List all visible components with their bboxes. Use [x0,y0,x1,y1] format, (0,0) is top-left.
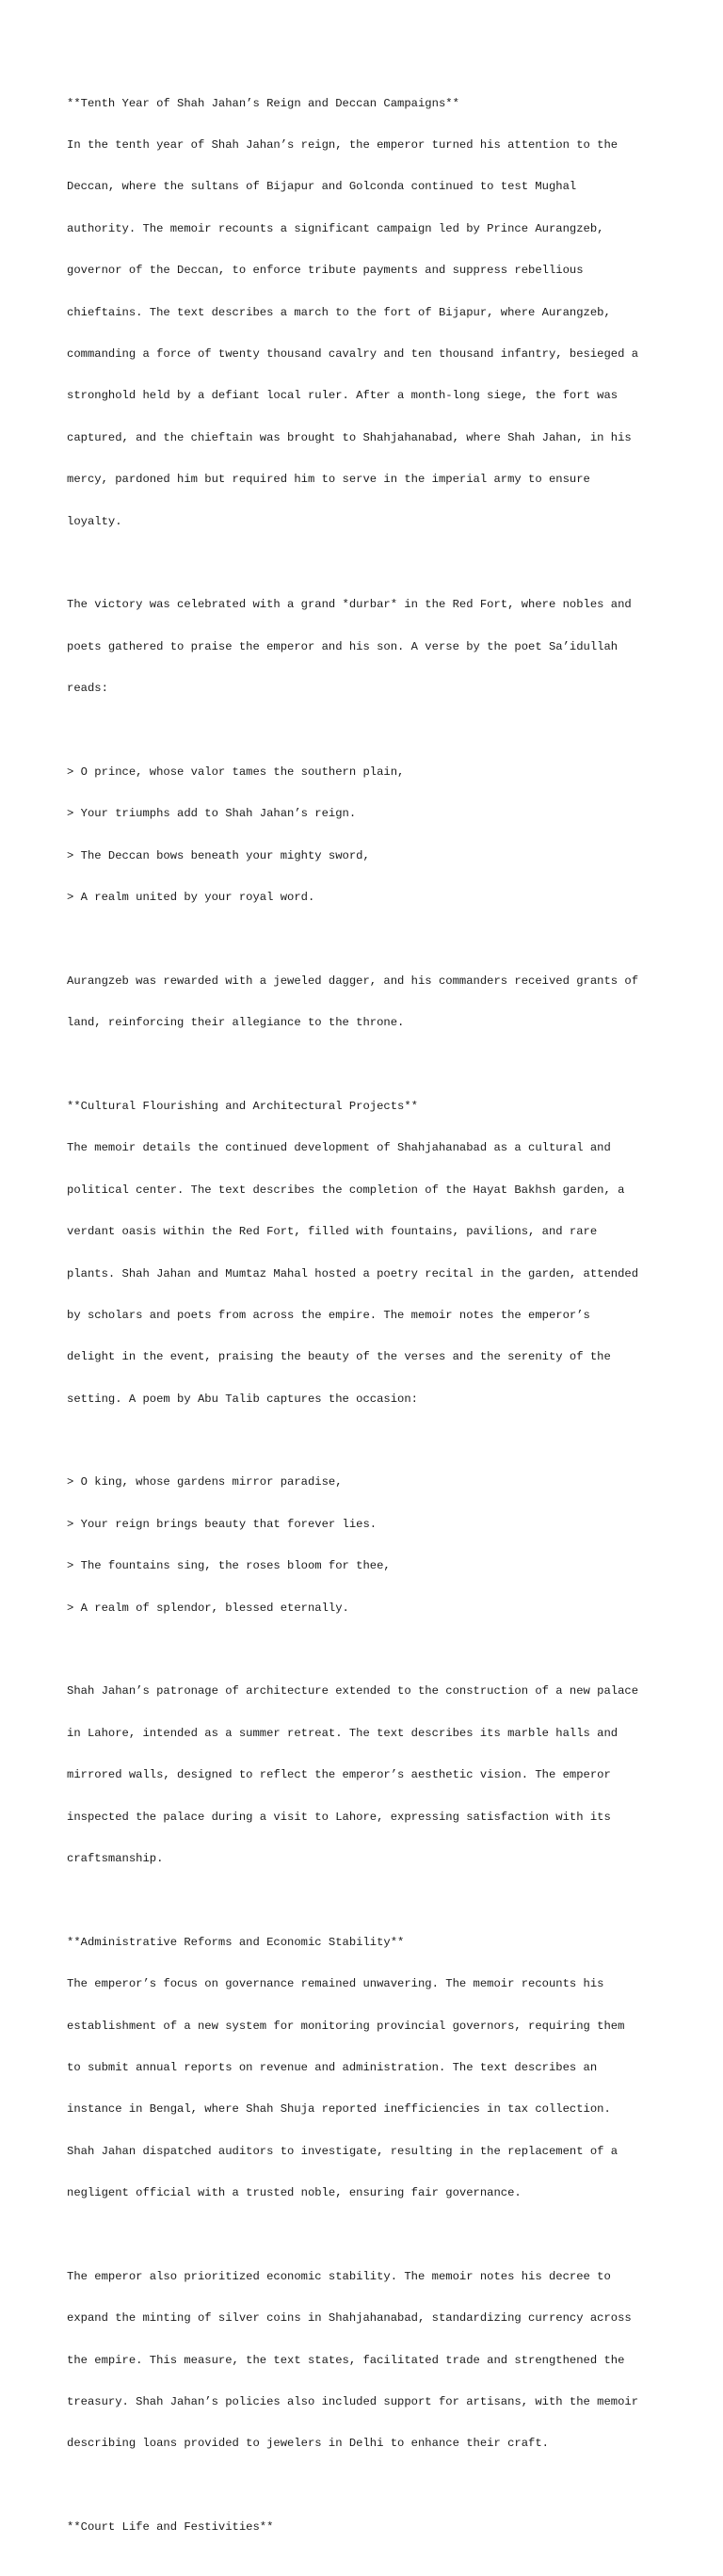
verse-abu-talib [67,1448,669,1643]
paragraph-line: The emperor’s focus on governance remained unwavering. The memoir recounts his [67,1977,604,1991]
paragraph-reward [67,946,669,1057]
section-heading: **Tenth Year of Shah Jahan’s Reign and Deccan Campaigns** [67,96,459,110]
paragraph-line: treasury. Shah Jahan’s policies also included support for artisans, with the memoir [67,2395,639,2409]
paragraph-line: inspected the palace during a visit to Lahore, expressing satisfaction with its [67,1810,611,1824]
paragraph-line: Aurangzeb was rewarded with a jeweled dagger, and his commanders received grants of [67,974,639,988]
verse-line: > A realm of splendor, blessed eternally. [67,1601,349,1615]
section-administrative [67,1908,669,2228]
paragraph-line: stronghold held by a defiant local ruler. After a month-long siege, the fort was [67,389,619,403]
section-cultural [67,1071,669,1434]
verse-line: > Your reign brings beauty that forever lies. [67,1517,378,1531]
paragraph-line: The victory was celebrated with a grand *durbar* in the Red Fort, where nobles and [67,598,632,612]
paragraph-line: The emperor also prioritized economic stability. The memoir notes his decree to [67,2269,611,2283]
verse-saidullah [67,737,669,932]
paragraph-line: political center. The text describes the completion of the Hayat Bakhsh garden, a [67,1183,625,1197]
paragraph-line: the empire. This measure, the text states, facilitated trade and strengthened the [67,2353,625,2367]
paragraph-line: Deccan, where the sultans of Bijapur and Golconda continued to test Mughal [67,180,577,194]
paragraph-line: The memoir details the continued development of Shahjahanabad as a cultural and [67,1141,611,1155]
paragraph-line: verdant oasis within the Red Fort, filled with fountains, pavilions, and rare [67,1225,598,1239]
paragraph-line: chieftains. The text describes a march to the fort of Bijapur, where Aurangzeb, [67,305,611,319]
section-heading: **Administrative Reforms and Economic Stability** [67,1935,405,1949]
paragraph-line: mirrored walls, designed to reflect the emperor’s aesthetic vision. The emperor [67,1768,611,1782]
paragraph-line: delight in the event, praising the beauty of the verses and the serenity of the [67,1350,611,1364]
paragraph-line: negligent official with a trusted noble, ensuring fair governance. [67,2186,522,2200]
paragraph-line: In the tenth year of Shah Jahan’s reign, the emperor turned his attention to the [67,137,619,152]
paragraph-line: captured, and the chieftain was brought to Shahjahanabad, where Shah Jahan, in his [67,430,632,444]
paragraph-durbar [67,571,669,724]
paragraph-line: plants. Shah Jahan and Mumtaz Mahal hosted a poetry recital in the garden, attended [67,1266,639,1280]
section-deccan [67,69,669,556]
paragraph-line: instance in Bengal, where Shah Shuja reported inefficiencies in tax collection. [67,2102,611,2117]
paragraph-line: commanding a force of twenty thousand cavalry and ten thousand infantry, besieged a [67,346,639,361]
paragraph-line: establishment of a new system for monitoring provincial governors, requiring them [67,2019,625,2033]
verse-line: > Your triumphs add to Shah Jahan’s reign. [67,807,357,821]
verse-line: > O king, whose gardens mirror paradise, [67,1475,343,1489]
paragraph-line: to submit annual reports on revenue and administration. The text describes an [67,2060,598,2074]
paragraph-line: authority. The memoir recounts a significant campaign led by Prince Aurangzeb, [67,221,604,235]
section-court-life [67,2493,669,2563]
paragraph-lahore-palace [67,1657,669,1894]
paragraph-line: loyalty. [67,514,122,528]
document-page [67,69,669,2576]
section-heading: **Cultural Flourishing and Architectural Projects** [67,1099,418,1113]
paragraph-line: setting. A poem by Abu Talib captures the occasion: [67,1392,418,1406]
paragraph-line: by scholars and poets from across the empire. The memoir notes the emperor’s [67,1308,590,1322]
verse-line: > The fountains sing, the roses bloom for thee, [67,1559,391,1573]
paragraph-line: poets gathered to praise the emperor and his son. A verse by the poet Sa’idullah [67,639,619,653]
verse-line: > The Deccan bows beneath your mighty sword, [67,848,370,862]
paragraph-line: mercy, pardoned him but required him to serve in the imperial army to ensure [67,473,590,487]
paragraph-line: craftsmanship. [67,1852,164,1865]
paragraph-line: describing loans provided to jewelers in Delhi to enhance their craft. [67,2437,549,2451]
paragraph-line: Shah Jahan dispatched auditors to investigate, resulting in the replacement of a [67,2144,619,2158]
paragraph-line: expand the minting of silver coins in Shahjahanabad, standardizing currency across [67,2311,632,2326]
verse-line: > A realm united by your royal word. [67,891,315,905]
paragraph-line: land, reinforcing their allegiance to the throne. [67,1016,405,1030]
paragraph-line: in Lahore, intended as a summer retreat. The text describes its marble halls and [67,1726,619,1740]
paragraph-economic [67,2242,669,2479]
section-heading: **Court Life and Festivities** [67,2520,274,2535]
paragraph-line: Shah Jahan’s patronage of architecture extended to the construction of a new palace [67,1684,639,1699]
paragraph-line: governor of the Deccan, to enforce tribute payments and suppress rebellious [67,264,584,278]
paragraph-line: reads: [67,682,108,696]
verse-line: > O prince, whose valor tames the southern plain, [67,765,405,779]
